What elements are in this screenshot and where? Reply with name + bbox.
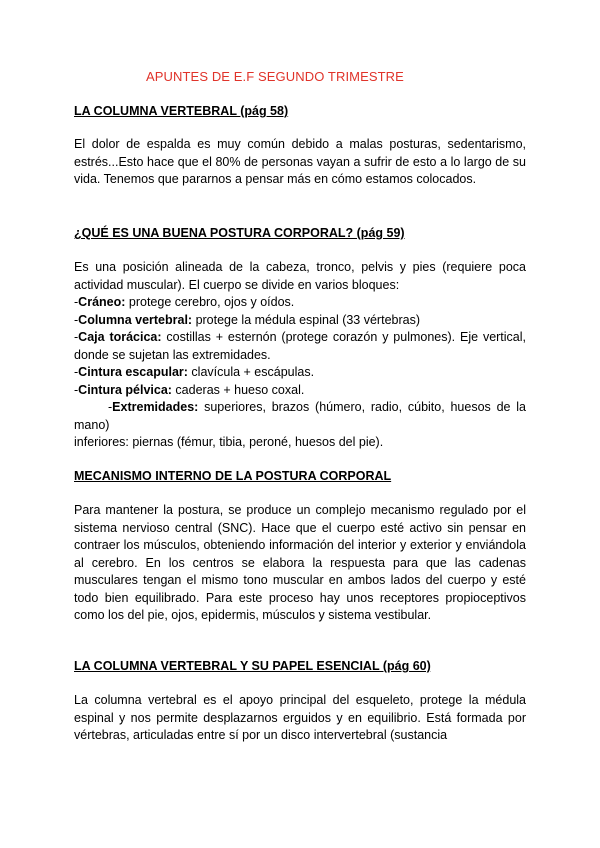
list-item: -Cintura escapular: clavícula + escápulas. [74,365,315,379]
block-term: Caja torácica: [78,330,162,344]
block-term: Cráneo: [78,295,126,309]
block-desc: protege la médula espinal (33 vértebras) [192,312,420,327]
list-item: -Caja torácica: costillas + esternón (protege corazón y pulmones). Eje vertical, donde se sujetan las extremidades. [74,330,527,362]
block-desc: costillas + esternón (protege corazón y pulmones). Eje vertical, donde se sujetan las extremidades. [74,330,527,362]
list-item: -Cintura pélvica: caderas + hueso coxal. [74,382,305,397]
section-heading-papel: LA COLUMNA VERTEBRAL Y SU PAPEL ESENCIAL (pág 60) [74,659,431,673]
block-term: Columna vertebral: [78,312,193,327]
list-item: -Columna vertebral: protege la médula espinal (33 vértebras) [74,312,420,327]
block-desc: clavícula + escápulas. [187,365,315,379]
block-term: Cintura pélvica: [78,382,172,397]
list-item: -Extremidades: superiores, brazos (húmero, radio, cúbito, huesos de la mano) [74,400,526,432]
section-paragraph-postura: Es una posición alineada de la cabeza, tronco, pelvis y pies (requiere poca actividad muscular). El cuerpo se divide en varios bloques: [74,260,526,292]
list-item: -Cráneo: protege cerebro, ojos y oídos. [74,295,295,309]
block-term: Extremidades: [112,400,199,414]
block-desc: caderas + hueso coxal. [171,382,305,397]
section-heading-postura: ¿QUÉ ES UNA BUENA POSTURA CORPORAL? (pág 59) [74,226,405,240]
section-heading-mecanismo: MECANISMO INTERNO DE LA POSTURA CORPORAL [74,469,392,483]
block-desc: superiores, brazos (húmero, radio, cúbito, huesos de la mano) [74,400,526,432]
section-paragraph-mecanismo: Para mantener la postura, se produce un complejo mecanismo regulado por el sistema nervioso central (SNC). Hace que el cuerpo esté activo sin pensar en contraer los músculos, obteniendo información del interior y exterior y enviándola al cerebro. En los centros se elabora la respuesta para que las cadenas musculares tengan el mismo tono muscular en ambos lados del cuerpo y esté todo bien equilibrado. Para este proceso hay unos receptores propioceptivos como los del pie, ojos, epidermis, músculos y sistema vestibular. [74,503,526,622]
block-term: Cintura escapular: [78,365,188,379]
section-paragraph-columna: El dolor de espalda es muy común debido a malas posturas, sedentarismo, estrés...Esto hace que el 80% de personas vayan a sufrir de esto a lo largo de su vida. Tenemos que pararnos a pensar más en cómo estamos colocados. [74,137,526,186]
block-desc: protege cerebro, ojos y oídos. [125,295,295,309]
body-blocks-list [74,294,526,452]
document-title: APUNTES DE E.F SEGUNDO TRIMESTRE [146,69,404,84]
section-paragraph-papel: La columna vertebral es el apoyo principal del esqueleto, protege la médula espinal y nos permite desplazarnos erguidos y en equilibrio. Está formada por vértebras, articuladas entre sí por un disco intervertebral (sustancia [74,693,526,742]
list-item: inferiores: piernas (fémur, tibia, peroné, huesos del pie). [74,435,384,449]
section-heading-columna: LA COLUMNA VERTEBRAL (pág 58) [74,104,289,118]
